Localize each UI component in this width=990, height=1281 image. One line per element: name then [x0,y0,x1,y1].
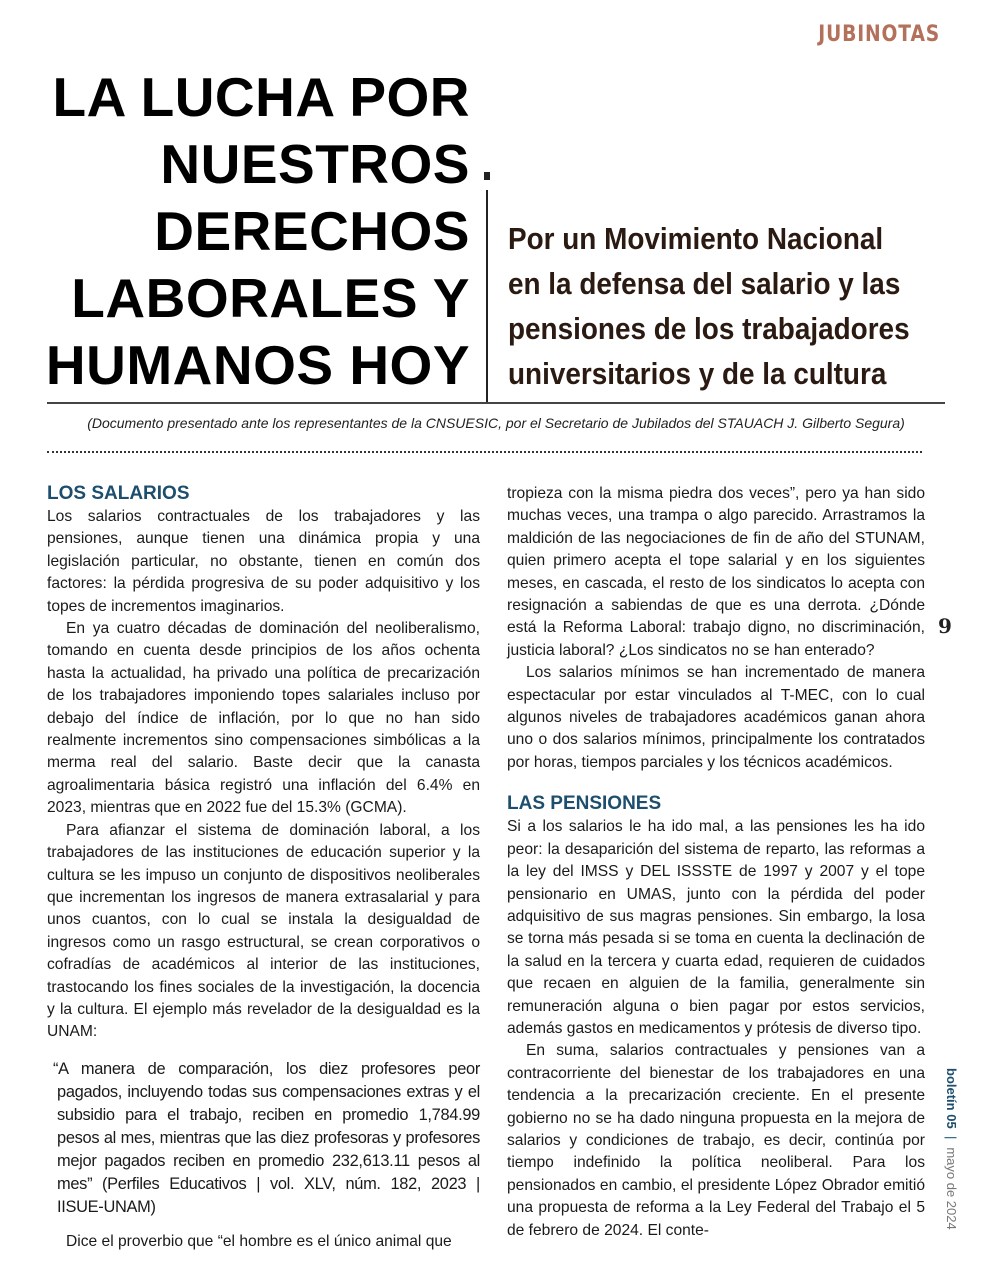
page-number: 9 [938,614,952,638]
right-column [507,483,925,1242]
block-quote: “A manera de comparación, los diez profesores peor pagados, incluyendo todas sus compensaciones extras y el subsidio para el trabajo, reciben en promedio 1,784.99 pesos al mes, mientras que las diez profesoras y profesores mejor pagados reciben en promedio 232,613.11 pesos al mes” (Perfiles Educativos | vol. XLV, núm. 182, 2023 | IISUE-UNAM) [53,1059,480,1216]
paragraph: Si a los salarios le ha ido mal, a las pensiones les ha ido peor: la desaparición del sistema de reparto, las reformas a la ley del IMSS y DEL ISSSTE de 1997 y 2007 y el tope pensionario en UMAS, junto con la pérdida del poder adquisitivo de sus magras pensiones. Sin embargo, la losa se torna más pesada si se toma en cuenta la declinación de la salud en la tercera y cuarta edad, requieren de cuidados que recaen en alguien de la familia, generalmente sin remuneración alguna o bien pagar por estos servicios, además gastos en medicamentos y prótesis de diverso tipo. [507,818,925,1037]
subtitle-line: universitarios y de la cultura [508,356,887,391]
title-line: LA LUCHA POR [52,66,470,128]
article-title [40,64,470,399]
subtitle-line: pensiones de los trabajadores [508,311,910,346]
title-line: NUESTROS [160,133,470,195]
paragraph: Dice el proverbio que “el hombre es el único animal que [66,1232,452,1250]
dotted-separator [47,451,922,453]
title-line: DERECHOS [154,200,470,262]
subtitle-line: en la defensa del salario y las [508,266,901,301]
horizontal-rule [47,402,945,404]
title-line: HUMANOS HOY [45,334,470,396]
paragraph: En ya cuatro décadas de dominación del neoliberalismo, tomando en cuenta desde principios de los años ochenta hasta la actualidad, ha privado una política de precarización de los trabajadores imponiendo topes salariales incluso por debajo del índice de inflación, por lo que no han sido realmente incrementos sino compensaciones simbólicas a la merma real del salario. Baste decir que la canasta agroalimentaria básica registró una inflación del 6.4% en 2023, mientras que en 2022 fue del 15.3% (GCMA). [47,620,480,817]
divider-dot [484,172,490,180]
paragraph: En suma, salarios contractuales y pensiones van a contracorriente del bienestar de los trabajadores en una tendencia a la precarización creciente. En el presente gobierno no se ha dado ninguna propuesta en la mejora de salarios y condiciones de trabajo, es decir, continúa por tiempo indefinido la política neoliberal. Para los pensionados en cambio, el presidente López Obrador emitió una propuesta de reforma a la Ley Federal del Trabajo el 5 de febrero de 2024. El conte- [507,1042,925,1239]
section-heading: LOS SALARIOS [47,483,190,504]
paragraph: tropieza con la misma piedra dos veces”, pero ya han sido muchas veces, una trampa o algo parecido. Arrastramos la maldición de las negociaciones de fin de año del STUNAM, quien primero acepta el tope salarial y en los siguientes meses, en cascada, el resto de los sindicatos lo acepta con resignación a sabiendas de que es una derrota. ¿Dónde está la Reforma Laboral: trabajo digno, no discriminación, justicia laboral? ¿Los sindicatos no se han enterado? [507,485,925,659]
article-subtitle [508,216,910,396]
subtitle-line: Por un Movimiento Nacional [508,221,884,256]
bulletin-label: boletín 05 [944,1068,959,1129]
footer-bulletin-info [944,1068,959,1230]
paragraph: Los salarios mínimos se han incrementado de manera espectacular por estar vinculados al T-MEC, con lo cual algunos niveles de trabajadores académicos ganan ahora uno o dos salarios mínimos, principalmente los contratados por horas, tiempos parciales y los técnicos académicos. [507,664,925,771]
section-tag: JUBINOTAS [818,22,941,47]
footer-separator: | [944,1136,959,1140]
title-line: LABORALES Y [71,267,470,329]
caption: (Documento presentado ante los representantes de la CNSUESIC, por el Secretario de Jubilados del STAUACH J. Gilberto Segura) [87,415,905,431]
paragraph: Los salarios contractuales de los trabajadores y las pensiones, aunque tienen una dinámica propia y una legislación particular, no obstante, tienen en común dos factores: la pérdida progresiva de su poder adquisitivo y los topes de incrementos imaginarios. [47,508,480,615]
bulletin-date: mayo de 2024 [944,1147,959,1230]
vertical-divider [486,190,488,402]
section-heading: LAS PENSIONES [507,793,662,815]
paragraph: Para afianzar el sistema de dominación laboral, a los trabajadores de las instituciones de educación superior y la cultura se les impuso un conjunto de dispositivos neoliberales que incrementan los ingresos de manera extrasalarial y para unos cuantos, con lo cual se instala la desigualdad de ingresos como un rasgo estructural, se crean corporativos o cofradías de académicos al interior de las instituciones, trastocando los fines sociales de la investigación, la docencia y la cultura. El ejemplo más revelador de la desigualdad es la UNAM: [47,821,480,1041]
left-column [47,482,480,1253]
